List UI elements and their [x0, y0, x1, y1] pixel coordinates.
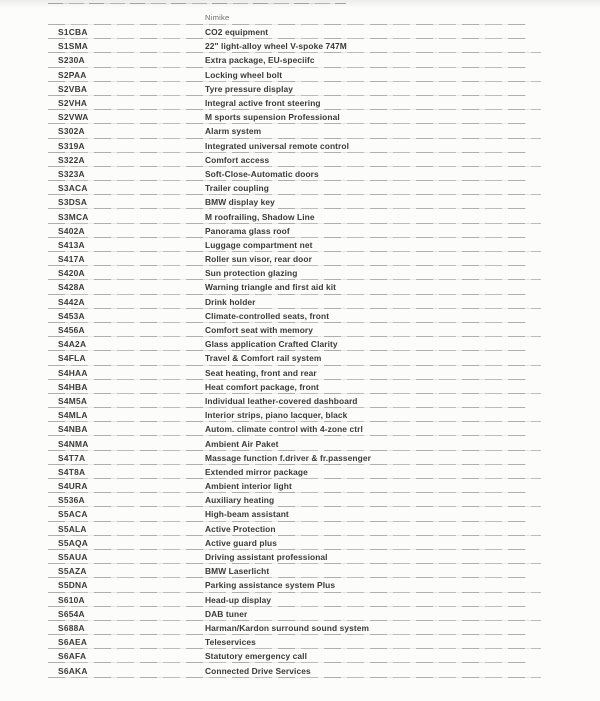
option-name: Ambient Air Paket — [205, 438, 279, 449]
option-name: Extra package, EU-speciifc — [205, 55, 315, 66]
option-code: S442A — [58, 296, 85, 307]
option-code: S302A — [58, 126, 85, 137]
option-name: Drink holder — [205, 296, 256, 307]
table-row — [48, 451, 541, 465]
option-code: S5ACA — [58, 509, 88, 520]
option-name: BMW display key — [205, 197, 275, 208]
table-row — [48, 295, 541, 309]
option-code: S456A — [58, 325, 85, 336]
option-code: S4A2A — [58, 339, 87, 350]
option-name: Alarm system — [205, 126, 262, 137]
table-header-row — [48, 3, 541, 25]
option-name: Integrated universal remote control — [205, 140, 350, 151]
table-row — [48, 309, 541, 323]
option-code: S2VWA — [58, 112, 89, 123]
option-name: Panorama glass roof — [205, 225, 290, 236]
option-code: S4HAA — [58, 367, 88, 378]
option-code: S5AUA — [58, 552, 88, 563]
option-name: Individual leather-covered dashboard — [205, 395, 358, 406]
option-name: Driving assistant professional — [205, 552, 328, 563]
table-row — [48, 82, 541, 96]
table-row — [48, 536, 541, 550]
table-row — [48, 238, 541, 252]
option-name: Soft-Close-Automatic doors — [205, 168, 319, 179]
table-row — [48, 53, 541, 67]
table-row — [48, 153, 541, 167]
table-row — [48, 394, 541, 408]
option-name: Massage function f.driver & fr.passenger — [205, 452, 371, 463]
option-code: S5ALA — [58, 523, 87, 534]
table-row — [48, 110, 541, 124]
table-row — [48, 39, 541, 53]
option-name: Connected Drive Services — [205, 665, 311, 676]
table-row — [48, 366, 541, 380]
table-row — [48, 564, 541, 578]
table-row — [48, 422, 541, 436]
table-row — [48, 635, 541, 649]
table-row — [48, 550, 541, 564]
option-name: 22" light-alloy wheel V-spoke 747M — [205, 41, 347, 52]
option-code: S4T8A — [58, 466, 86, 477]
option-code: S4NBA — [58, 424, 88, 435]
option-name: Comfort access — [205, 154, 270, 165]
option-code: S5AZA — [58, 566, 87, 577]
table-row — [48, 507, 541, 521]
options-table — [48, 3, 541, 678]
option-code: S323A — [58, 168, 85, 179]
table-row — [48, 351, 541, 365]
table-row — [48, 96, 541, 110]
option-code: S5DNA — [58, 580, 88, 591]
option-code: S536A — [58, 495, 85, 506]
table-row — [48, 663, 541, 677]
option-code: S610A — [58, 594, 85, 605]
option-name: M roofrailing, Shadow Line — [205, 211, 315, 222]
name-column-header: Nimike — [205, 13, 230, 22]
option-name: Extended mirror package — [205, 466, 308, 477]
table-row — [48, 224, 541, 238]
option-name: Autom. climate control with 4-zone ctrl — [205, 424, 363, 435]
option-name: Harman/Kardon surround sound system — [205, 622, 370, 633]
option-code: S5AQA — [58, 537, 89, 548]
option-name: Luggage compartment net — [205, 239, 313, 250]
option-code: S4HBA — [58, 381, 88, 392]
option-name: Integral active front steering — [205, 98, 321, 109]
table-row — [48, 436, 541, 450]
option-name: Tyre pressure display — [205, 83, 294, 94]
table-row — [48, 167, 541, 181]
option-name: Ambient interior light — [205, 481, 292, 492]
table-row — [48, 479, 541, 493]
option-name: Trailer coupling — [205, 183, 269, 194]
option-name: Teleservices — [205, 637, 256, 648]
table-row — [48, 25, 541, 39]
option-name: BMW Laserlicht — [205, 566, 270, 577]
table-row — [48, 181, 541, 195]
option-name: Parking assistance system Plus — [205, 580, 336, 591]
table-row — [48, 380, 541, 394]
option-code: S3ACA — [58, 183, 88, 194]
option-name: Active guard plus — [205, 537, 277, 548]
option-code: S2PAA — [58, 69, 87, 80]
option-code: S322A — [58, 154, 85, 165]
table-row — [48, 522, 541, 536]
table-row — [48, 195, 541, 209]
table-row — [48, 68, 541, 82]
table-row — [48, 649, 541, 663]
option-name: Glass application Crafted Clarity — [205, 339, 338, 350]
option-code: S3DSA — [58, 197, 88, 208]
option-code: S2VHA — [58, 98, 88, 109]
option-code: S428A — [58, 282, 85, 293]
option-name: Locking wheel bolt — [205, 69, 283, 80]
table-row — [48, 593, 541, 607]
option-name: Comfort seat with memory — [205, 325, 314, 336]
option-name: Auxiliary heating — [205, 495, 275, 506]
option-code: S413A — [58, 239, 85, 250]
option-code: S1SMA — [58, 41, 89, 52]
option-code: S4M5A — [58, 395, 88, 406]
table-row — [48, 323, 541, 337]
option-code: S6AEA — [58, 637, 88, 648]
option-code: S4MLA — [58, 410, 88, 421]
option-code: S4FLA — [58, 353, 86, 364]
options-table-body — [48, 25, 541, 678]
option-code: S453A — [58, 310, 85, 321]
table-row — [48, 280, 541, 294]
option-name: DAB tuner — [205, 608, 248, 619]
table-row — [48, 337, 541, 351]
option-name: Head-up display — [205, 594, 272, 605]
option-name: Sun protection glazing — [205, 268, 298, 279]
option-code: S2VBA — [58, 83, 88, 94]
table-row — [48, 493, 541, 507]
option-code: S654A — [58, 608, 85, 619]
option-name: Climate-controlled seats, front — [205, 310, 330, 321]
table-row — [48, 621, 541, 635]
option-name: Heat comfort package, front — [205, 381, 319, 392]
option-code: S4NMA — [58, 438, 89, 449]
table-row — [48, 139, 541, 153]
option-name: Statutory emergency call — [205, 651, 308, 662]
option-code: S3MCA — [58, 211, 89, 222]
table-row — [48, 252, 541, 266]
option-code: S1CBA — [58, 27, 88, 38]
option-code: S688A — [58, 622, 85, 633]
option-name: Warning triangle and first aid kit — [205, 282, 337, 293]
table-row — [48, 266, 541, 280]
option-name: CO2 equipment — [205, 27, 269, 38]
option-name: M sports supension Professional — [205, 112, 340, 123]
table-row — [48, 408, 541, 422]
option-name: Active Protection — [205, 523, 276, 534]
option-code: S4URA — [58, 481, 88, 492]
option-name: Interior strips, piano lacquer, black — [205, 410, 348, 421]
table-row — [48, 124, 541, 138]
option-name: Seat heating, front and rear — [205, 367, 317, 378]
option-name: High-beam assistant — [205, 509, 289, 520]
option-code: S230A — [58, 55, 85, 66]
option-code: S402A — [58, 225, 85, 236]
table-row — [48, 209, 541, 223]
option-code: S6AFA — [58, 651, 87, 662]
option-code: S417A — [58, 254, 85, 265]
option-name: Roller sun visor, rear door — [205, 254, 312, 265]
option-code: S420A — [58, 268, 85, 279]
option-code: S319A — [58, 140, 85, 151]
table-row — [48, 465, 541, 479]
option-name: Travel & Comfort rail system — [205, 353, 322, 364]
table-row — [48, 578, 541, 592]
option-code: S4T7A — [58, 452, 86, 463]
table-row — [48, 607, 541, 621]
option-code: S6AKA — [58, 665, 88, 676]
